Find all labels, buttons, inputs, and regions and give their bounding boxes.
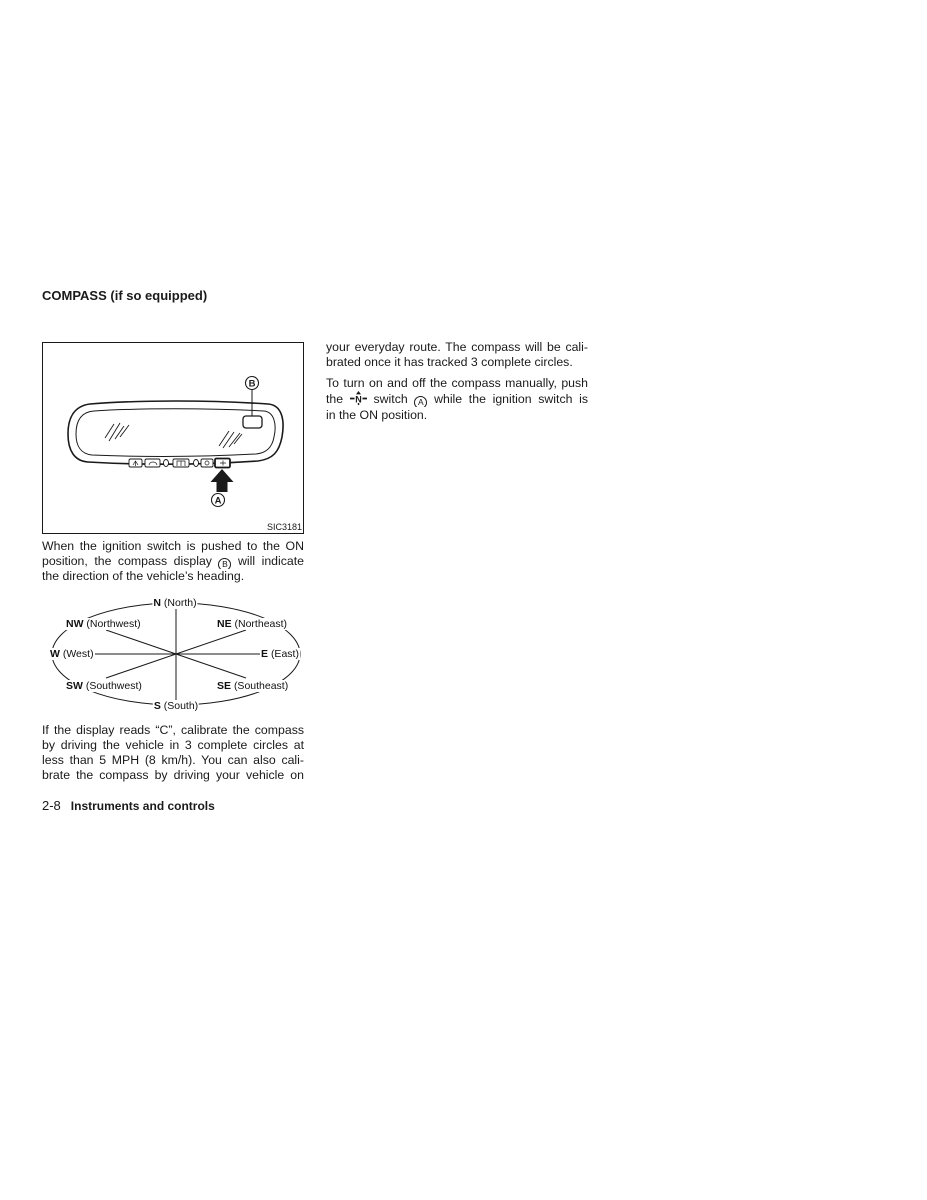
compass-point-nw <box>65 618 142 630</box>
point-abbr: E <box>261 648 269 660</box>
text-line: by driving the vehicle in 3 complete circles at <box>42 738 304 752</box>
compass-point-ne <box>216 618 288 630</box>
text-segment: the <box>326 392 344 406</box>
page-footer <box>42 798 215 814</box>
compass-point-w <box>49 648 95 660</box>
callout-a-letter: A <box>214 495 222 507</box>
point-abbr: NW <box>66 618 84 630</box>
point-name: (West) <box>62 648 94 660</box>
text-line: less than 5 MPH (8 km/h). You can also cali- <box>42 753 304 767</box>
text-line: the direction of the vehicle’s heading. <box>42 569 245 583</box>
text-segment: will indicate <box>238 554 304 568</box>
callout-a-marker: A <box>414 396 427 407</box>
point-abbr: SW <box>66 680 83 692</box>
mirror-figure <box>42 342 304 534</box>
mirror-button-2 <box>145 459 160 467</box>
text-line: When the ignition switch is pushed to the ON <box>42 539 304 553</box>
mirror-button-4 <box>201 459 213 467</box>
point-name: (East) <box>270 648 299 660</box>
figure-frame <box>43 343 304 534</box>
figure-code: SIC3181 <box>267 522 303 532</box>
compass-switch-icon-letter: N <box>355 394 362 405</box>
point-name: (Southwest) <box>85 680 142 692</box>
point-abbr: NE <box>217 618 232 630</box>
text-line <box>42 554 304 569</box>
right-paragraph-1 <box>326 340 588 370</box>
callout-a <box>212 494 225 507</box>
right-paragraph-2 <box>326 375 588 423</box>
callout-b-marker: B <box>218 558 231 569</box>
point-name: (North) <box>163 597 197 609</box>
mirror-led-1 <box>164 460 169 467</box>
text-line: If the display reads “C”, calibrate the compass <box>42 723 304 737</box>
text-segment: position, the compass display <box>42 554 212 568</box>
point-abbr: SE <box>217 680 232 692</box>
page-number: 2-8 <box>42 798 61 813</box>
left-paragraph-1 <box>42 539 304 584</box>
compass-point-s <box>153 700 199 712</box>
text-line: your everyday route. The compass will be cali- <box>326 340 588 354</box>
point-name: (Northwest) <box>86 618 141 630</box>
compass-point-sw <box>65 680 143 692</box>
compass-display <box>243 416 262 428</box>
text-line: brate the compass by driving your vehicle on <box>42 768 304 782</box>
text-line <box>326 391 588 407</box>
left-paragraph-2 <box>42 723 304 783</box>
point-abbr: N <box>153 597 161 609</box>
mirror-led-2 <box>194 460 199 467</box>
callout-b <box>246 377 259 390</box>
text-segment: switch <box>373 392 408 406</box>
section-title: COMPASS (if so equipped) <box>42 288 208 303</box>
point-abbr: S <box>153 700 161 712</box>
text-segment: while the ignition switch is <box>434 392 588 406</box>
chapter-title: Instruments and controls <box>70 799 215 813</box>
compass-point-n <box>152 597 197 609</box>
point-name: (South) <box>163 700 199 712</box>
compass-point-se <box>216 680 289 692</box>
text-line: in the ON position. <box>326 408 428 422</box>
point-abbr: W <box>50 648 60 660</box>
point-name: (Southeast) <box>233 680 289 692</box>
compass-point-e <box>260 648 300 660</box>
callout-b-letter: B <box>248 378 256 390</box>
compass-switch-icon <box>350 391 367 405</box>
point-name: (Northeast) <box>234 618 288 630</box>
text-line: brated once it has tracked 3 complete circles. <box>326 355 573 369</box>
text-line: To turn on and off the compass manually, push <box>326 376 588 390</box>
